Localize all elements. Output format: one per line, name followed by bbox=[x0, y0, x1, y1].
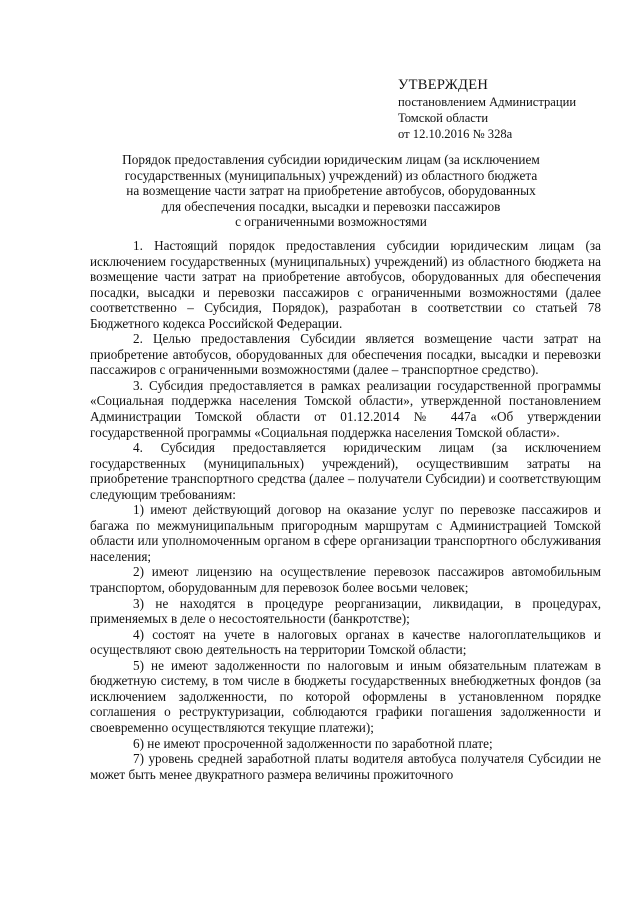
document-title bbox=[96, 152, 566, 230]
requirement-1: 1) имеют действующий договор на оказание услуг по перевозке пассажиров и багажа по межмуниципальным пригородным маршрутам с Администрацией Томской области или уполномоченным органом в сфере организации транспортного обслуживания населения; bbox=[90, 502, 601, 564]
requirement-3: 3) не находятся в процедуре реорганизации, ликвидации, в процедурах, применяемых в деле о несостоятельности (банкротстве); bbox=[90, 595, 601, 627]
paragraph-4: 4. Субсидия предоставляется юридическим лицам (за исключением государственных (муниципальных) учреждений), осуществившим затраты на приобретение транспортного средства (далее – получатели Субсидии) и соответствующим следующим требованиям: bbox=[90, 440, 601, 502]
paragraph-2: 2. Целью предоставления Субсидии является возмещение части затрат на приобретение автобусов, оборудованных для обеспечения посадки, высадки и перевозки пассажиров с ограниченными возможностями (далее – транспортное средство). bbox=[90, 331, 601, 378]
requirement-7: 7) уровень средней заработной платы водителя автобуса получателя Субсидии не может быть менее двукратного размера величины прожиточного bbox=[90, 751, 601, 782]
approval-line: от 12.10.2016 № 328а bbox=[398, 127, 513, 141]
paragraph-1: 1. Настоящий порядок предоставления субсидии юридическим лицам (за исключением государственных (муниципальных) учреждений) из областного бюджета на возмещение части затрат на приобретение автобусов, оборудованных для обеспечения посадки, высадки и перевозки пассажиров с ограниченными возможностями (далее соответственно – Субсидия, Порядок), разработан в соответствии со статьей 78 Бюджетного кодекса Российской Федерации. bbox=[90, 238, 601, 331]
requirement-4: 4) состоят на учете в налоговых органах в качестве налогоплательщиков и осуществляют свою деятельность на территории Томской области; bbox=[90, 626, 601, 658]
requirement-5: 5) не имеют задолженности по налоговым и иным обязательным платежам в бюджетную систему, в том числе в бюджеты государственных внебюджетных фондов (за исключением задолженности, по которой оформлены в установленном порядке соглашения о реструктуризации, соблюдаются графики погашения задолженности и своевременно осуществляются текущие платежи); bbox=[90, 657, 601, 735]
approval-line: постановлением Администрации bbox=[398, 95, 577, 109]
document-body bbox=[90, 238, 601, 782]
title-line: для обеспечения посадки, высадки и перевозки пассажиров bbox=[161, 198, 501, 214]
title-line: государственных (муниципальных) учреждений) из областного бюджета bbox=[124, 167, 538, 183]
paragraph-3: 3. Субсидия предоставляется в рамках реализации государственной программы «Социальная поддержка населения Томской области», утвержденной постановлением Администрации Томской области от 01.12.2014 № 447а «Об утверждении государственной программы «Социальная поддержка населения Томской области». bbox=[90, 377, 601, 440]
title-line: с ограниченными возможностями bbox=[235, 214, 427, 230]
title-line: на возмещение части затрат на приобретение автобусов, оборудованных bbox=[126, 183, 536, 199]
requirement-6: 6) не имеют просроченной задолженности по заработной плате; bbox=[133, 735, 493, 751]
approval-line: Томской области bbox=[398, 111, 489, 125]
title-line: Порядок предоставления субсидии юридическим лицам (за исключением bbox=[122, 152, 540, 167]
approval-title: УТВЕРЖДЕН bbox=[398, 77, 489, 93]
approval-stamp bbox=[398, 76, 618, 142]
requirement-2: 2) имеют лицензию на осуществление перевозок пассажиров автомобильным транспортом, оборудованным для перевозок более восьми человек; bbox=[90, 564, 601, 596]
